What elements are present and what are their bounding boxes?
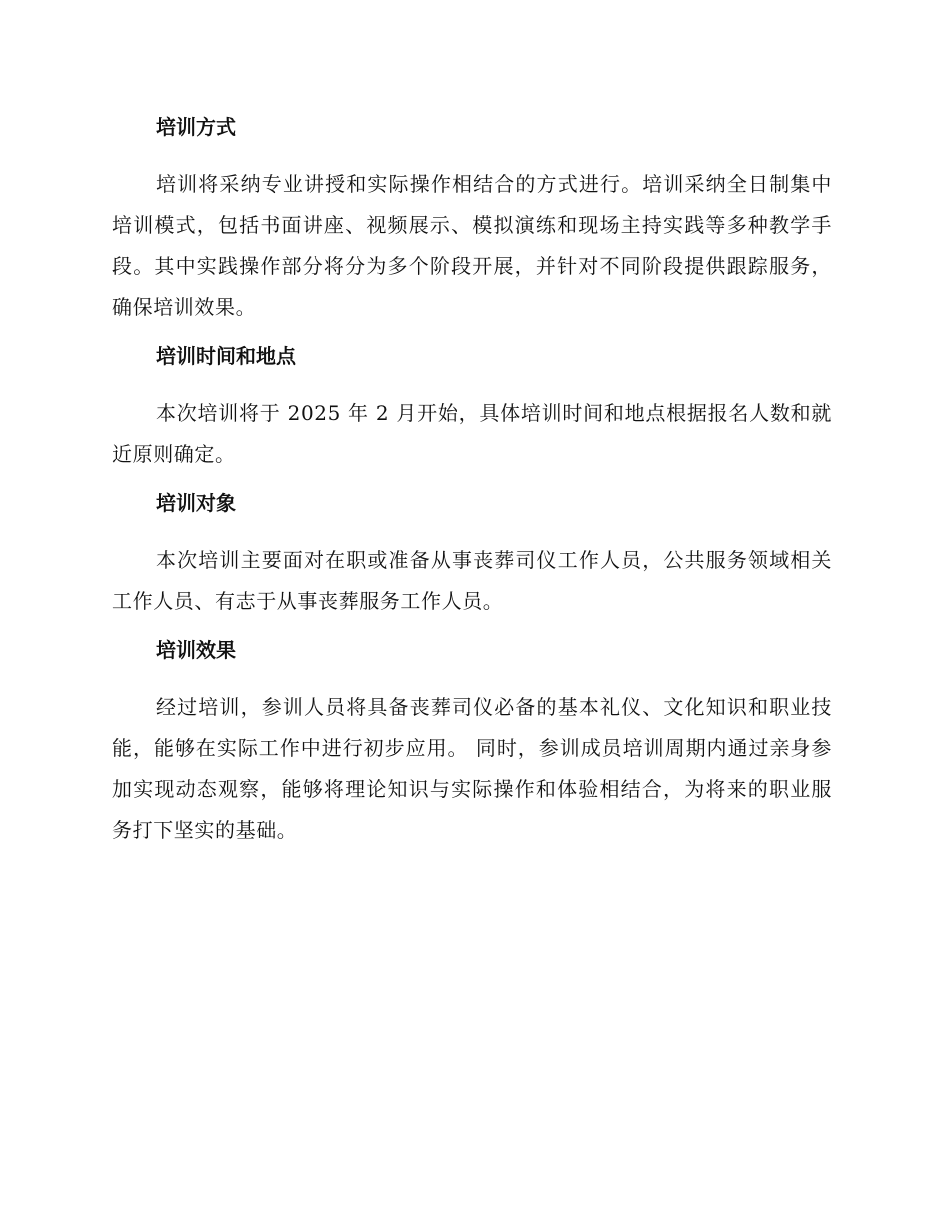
section-training-time-place [112,339,832,486]
section-paragraph: 本次培训主要面对在职或准备从事丧葬司仪工作人员，公共服务领域相关工作人员、有志于从事丧葬服务工作人员。 [112,548,832,613]
section-paragraph: 培训将采纳专业讲授和实际操作相结合的方式进行。培训采纳全日制集中培训模式，包括书面讲座、视频展示、模拟演练和现场主持实践等多种教学手段。其中实践操作部分将分为多个阶段开展，并针对不同阶段提供跟踪服务，确保培训效果。 [112,172,832,319]
section-heading: 培训时间和地点 [156,344,296,368]
section-heading: 培训效果 [156,638,236,662]
section-training-method [112,110,832,339]
section-heading: 培训对象 [156,491,236,515]
section-heading: 培训方式 [156,115,236,139]
section-paragraph: 经过培训，参训人员将具备丧葬司仪必备的基本礼仪、文化知识和职业技能，能够在实际工作中进行初步应用。 同时，参训成员培训周期内通过亲身参加实现动态观察，能够将理论知识与实际操作和体验相结合，为将来的职业服务打下坚实的基础。 [112,695,832,842]
section-training-audience [112,486,832,633]
section-paragraph: 本次培训将于 2025 年 2 月开始，具体培训时间和地点根据报名人数和就近原则确定。 [112,401,832,466]
section-training-outcome [112,633,832,851]
